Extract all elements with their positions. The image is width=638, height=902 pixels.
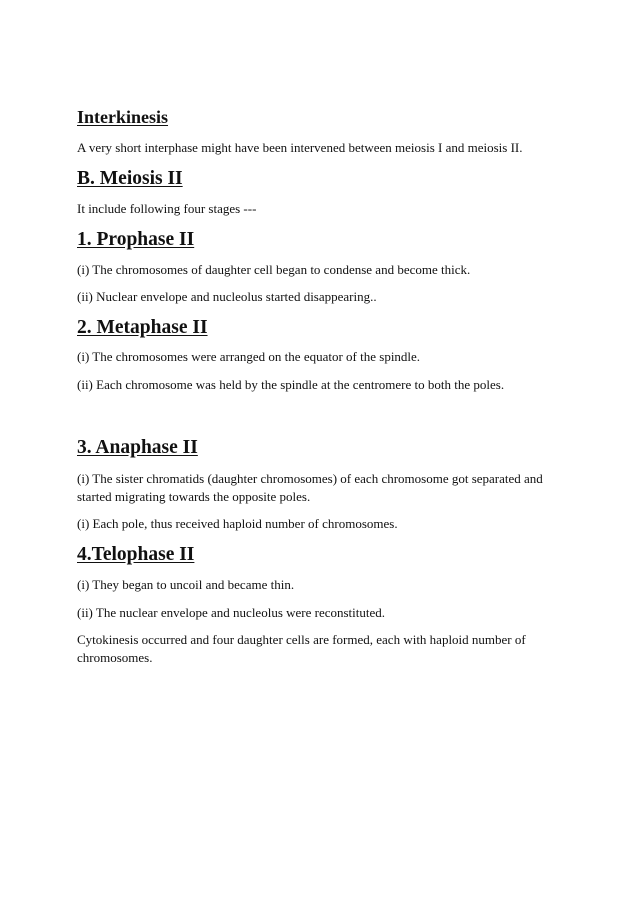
- interkinesis-heading: Interkinesis: [77, 107, 169, 127]
- anaphase-ii-heading: 3. Anaphase II: [77, 437, 198, 458]
- anaphase-ii-item-1: (i) The sister chromatids (daughter chromosomes) of each chromosome got separated and started migrating towards the opposite poles.: [77, 471, 543, 504]
- telophase-ii-heading: 4.Telophase II: [77, 544, 195, 565]
- metaphase-ii-item-2: (ii) Each chromosome was held by the spindle at the centromere to both the poles.: [77, 377, 505, 392]
- metaphase-ii-item-1: (i) The chromosomes were arranged on the equator of the spindle.: [77, 349, 421, 364]
- meiosis-ii-heading: B. Meiosis II: [77, 168, 183, 189]
- anaphase-ii-item-2: (i) Each pole, thus received haploid number of chromosomes.: [77, 516, 398, 531]
- prophase-ii-heading: 1. Prophase II: [77, 229, 195, 250]
- telophase-ii-item-1: (i) They began to uncoil and became thin.: [77, 577, 295, 592]
- interkinesis-text: A very short interphase might have been intervened between meiosis I and meiosis II.: [77, 140, 523, 155]
- telophase-ii-item-2: (ii) The nuclear envelope and nucleolus were reconstituted.: [77, 605, 386, 620]
- metaphase-ii-heading: 2. Metaphase II: [77, 317, 208, 338]
- cytokinesis-text: Cytokinesis occurred and four daughter cells are formed, each with haploid number of chromosomes.: [77, 632, 526, 665]
- prophase-ii-item-1: (i) The chromosomes of daughter cell began to condense and become thick.: [77, 262, 471, 277]
- prophase-ii-item-2: (ii) Nuclear envelope and nucleolus started disappearing..: [77, 289, 377, 304]
- meiosis-ii-text: It include following four stages ---: [77, 201, 257, 216]
